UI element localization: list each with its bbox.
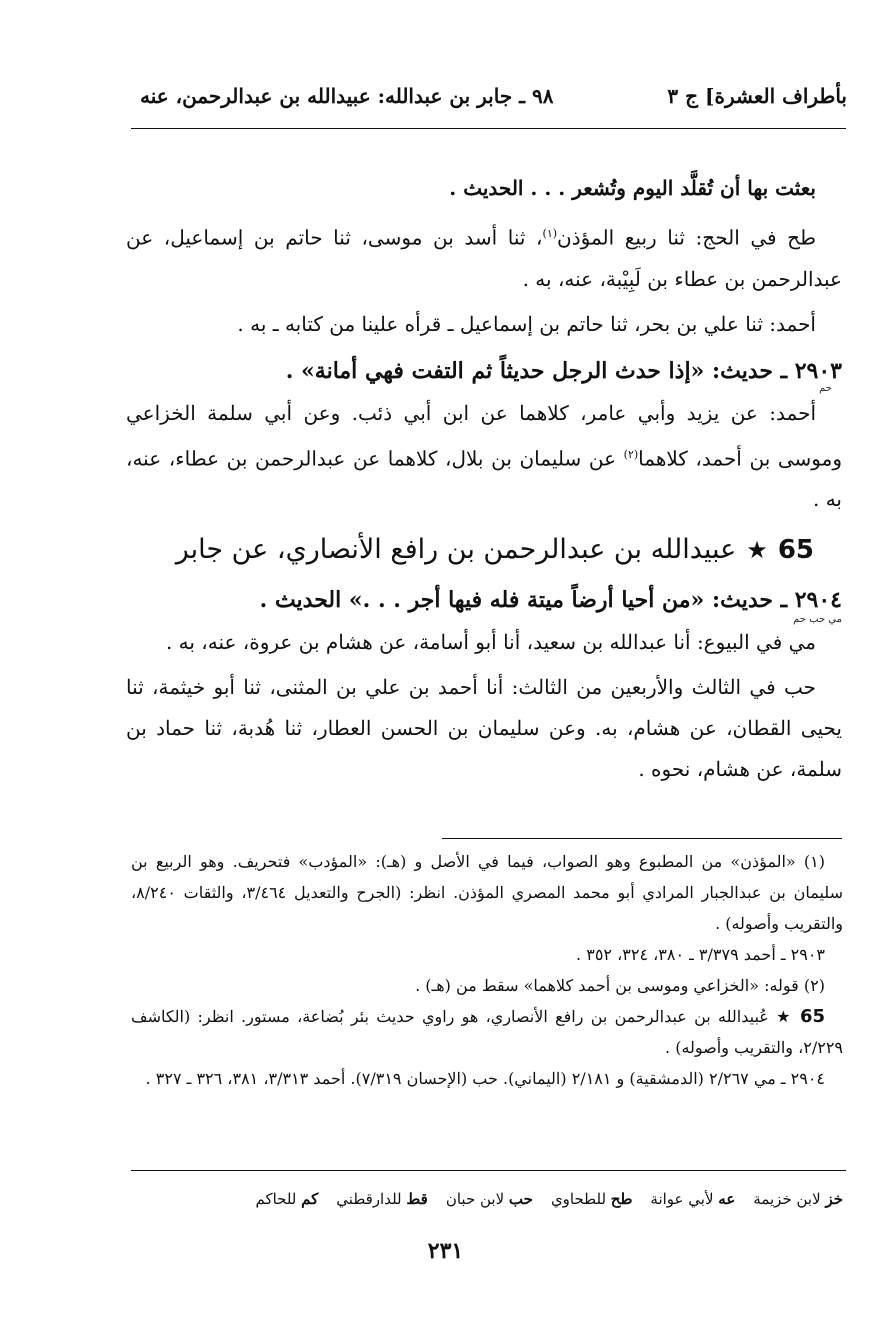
legend-abbr: طح — [610, 1190, 633, 1208]
footnote-2: (٢) قوله: «الخزاعي وموسى بن أحمد كلاهما» سقط من (هـ) . — [415, 976, 825, 995]
running-header-title: بأطراف العشرة] ج ٣ — [667, 84, 847, 108]
legend-text: لابن حبان — [445, 1190, 505, 1208]
footnotes — [131, 846, 843, 1094]
paragraph-ahmad-2903-text-a: أحمد: عن يزيد وأبي عامر، كلاهما عن ابن أبي ذئب. وعن أبي سلمة الخزاعي وموسى بن أحمد، كلاهما — [126, 400, 842, 471]
legend-item — [446, 1190, 533, 1208]
legend-text: للدارقطني — [336, 1190, 402, 1208]
page-number: ٢٣١ — [427, 1238, 464, 1264]
star-icon: ★ — [746, 536, 768, 565]
footnote-ref-2[interactable]: (٢) — [623, 447, 639, 461]
hadith-2904-block — [126, 578, 842, 626]
hadith-2904-heading: ٢٩٠٤ ـ حديث: «من أحيا أرضاً ميتة فله فيها أجر . . .» الحديث . — [259, 587, 842, 614]
section-number: 65 — [777, 535, 814, 566]
paragraph-continuation: بعثت بها أن تُقلَّد اليوم وتُشعر . . . الحديث . — [449, 176, 816, 200]
legend-text: للحاكم — [255, 1190, 297, 1208]
legend-abbr: قط — [406, 1190, 428, 1208]
hadith-2903-heading: ٢٩٠٣ ـ حديث: «إذا حدث الرجل حديثاً ثم التفت فهي أمانة» . — [285, 357, 842, 384]
legend-rule — [131, 1170, 846, 1171]
legend-item — [753, 1190, 843, 1208]
legend-text: لابن خزيمة — [753, 1190, 821, 1208]
legend-item — [255, 1190, 318, 1208]
footnote-65-text: عُبيدالله بن عبدالرحمن بن رافع الأنصاري، هو راوي حديث بئر بُضاعة، مستور. انظر: (الكاشف ٢/٢٢٩، والتقريب وأصوله) . — [131, 1007, 843, 1057]
paragraph-tahawi — [126, 213, 842, 300]
paragraph-ibn-hibban: حب في الثالث والأربعين من الثالث: أنا أحمد بن علي بن المثنى، ثنا أبو خيثمة، ثنا يحيى القطان، عن هشام، به. وعن سليمان بن الحسن العطار، ثنا هُدبة، ثنا حماد بن سلمة، عن هشام، نحوه . — [126, 675, 842, 782]
legend-item — [551, 1190, 632, 1208]
abbreviation-legend — [255, 1190, 843, 1208]
paragraph-darimi: مي في البيوع: أنا عبدالله بن سعيد، أنا أبو أسامة، عن هشام بن عروة، عنه، به . — [165, 630, 816, 655]
footnote-source-2903: ٢٩٠٣ ـ أحمد ٣/٣٧٩ ـ ٣٨٠، ٣٢٤، ٣٥٢ . — [576, 945, 825, 964]
footnote-source-2904: ٢٩٠٤ ـ مي ٢/٢٦٧ (الدمشقية) و ٢/١٨١ (اليماني). حب (الإحسان ٧/٣١٩). أحمد ٣/٣١٣، ٣٨١، ٣٢٦ ـ ٣٢٧ . — [145, 1069, 825, 1088]
legend-abbr: عه — [718, 1190, 736, 1208]
legend-item — [336, 1190, 428, 1208]
footnote-65 — [131, 1001, 843, 1063]
section-title: عبيدالله بن عبدالرحمن بن رافع الأنصاري، عن جابر — [175, 534, 737, 566]
paragraph-ahmad-2903-text-b: عن سليمان بن بلال، كلاهما عن عبدالرحمن بن عطاء، عنه، به . — [126, 446, 842, 512]
footnote-rule — [442, 838, 842, 839]
legend-abbr: حب — [508, 1190, 533, 1208]
legend-abbr: خز — [825, 1190, 843, 1208]
footnote-1: (١) «المؤذن» من المطبوع وهو الصواب، فيما في الأصل و (هـ): «المؤدب» فتحريف. وهو الربيع بن سليمان بن عبدالجبار المرادي أبو محمد المصري المؤذن. انظر: (الجرح والتعديل ٣/٤٦٤، والثقات ٨/٢٤٠، والتقريب وأصوله) . — [131, 852, 843, 933]
paragraph-ahmad-2903 — [126, 393, 842, 521]
section-heading-65 — [126, 524, 842, 576]
footnote-65-star-icon: ★ — [776, 1007, 793, 1026]
paragraph-tahawi-text-b: ، ثنا أسد بن موسى، ثنا حاتم بن إسماعيل، عن عبدالرحمن بن عطاء بن لَبِيْبة، عنه، به . — [126, 225, 842, 291]
footnote-ref-1[interactable]: (١) — [542, 227, 558, 240]
legend-abbr: كم — [301, 1190, 319, 1208]
paragraph-tahawi-text-a: طح في الحج: ثنا ربيع المؤذن — [557, 225, 817, 250]
header-rule — [131, 128, 846, 129]
paragraph-ahmad: أحمد: ثنا علي بن بحر، ثنا حاتم بن إسماعيل ـ قرأه علينا من كتابه ـ به . — [237, 311, 816, 336]
footnote-65-number: 65 — [799, 1006, 826, 1027]
hadith-2903-sigla: حم — [819, 382, 832, 394]
legend-item — [650, 1190, 735, 1208]
hadith-2904-sigla: مي حب حم — [793, 614, 842, 626]
legend-text: للطحاوي — [550, 1190, 607, 1208]
running-header-section: ٩٨ ـ جابر بن عبدالله: عبيدالله بن عبدالرحمن، عنه — [140, 84, 554, 108]
legend-text: لأبي عوانة — [650, 1190, 714, 1208]
main-text — [126, 168, 842, 794]
hadith-2903-block — [126, 349, 842, 393]
